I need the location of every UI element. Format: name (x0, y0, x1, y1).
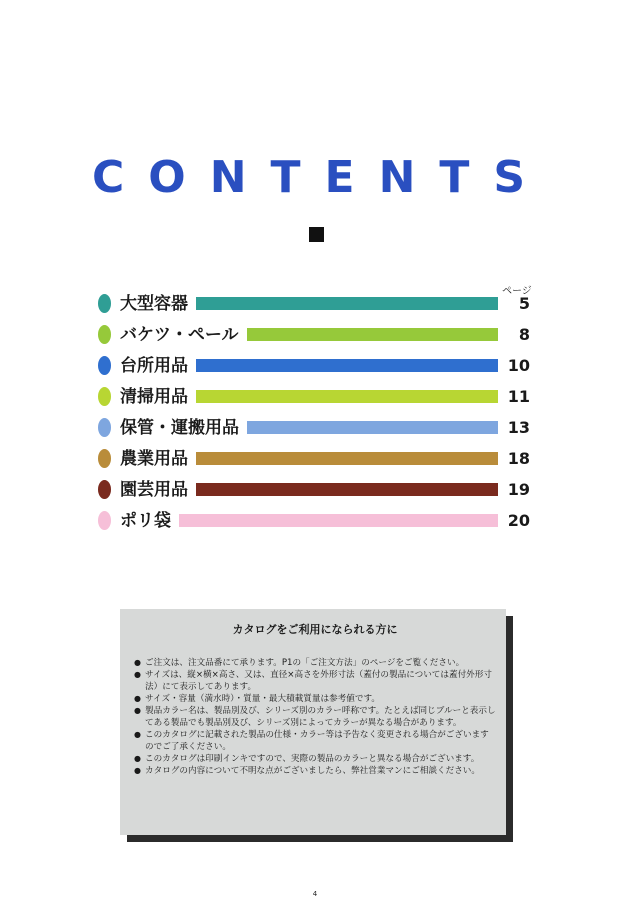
square-marker (309, 227, 324, 242)
toc-color-bar (196, 390, 498, 403)
toc-page-number: 10 (507, 356, 530, 375)
toc-page-number: 8 (518, 325, 530, 344)
color-dot-icon (98, 294, 111, 313)
notice-item (134, 729, 496, 753)
notice-item-text: ご注文は、注文品番にて承ります。P1の「ご注文方法」のページをご覧ください。 (145, 658, 465, 668)
color-dot-icon (98, 356, 111, 375)
notice-item (134, 705, 496, 729)
notice-box (120, 609, 506, 835)
toc-page-number: 19 (507, 480, 530, 499)
toc-color-bar (196, 452, 498, 465)
toc-row[interactable] (98, 292, 538, 316)
color-dot-icon (98, 449, 111, 468)
toc-row[interactable] (98, 509, 538, 533)
toc-label: 大型容器 (120, 294, 188, 314)
bullet-icon: ● (134, 658, 141, 667)
toc-color-bar (247, 421, 498, 434)
color-dot-icon (98, 480, 111, 499)
bullet-icon: ● (134, 670, 141, 679)
notice-list (134, 657, 496, 777)
notice-item-text: 製品カラー名は、製品別及び、シリーズ別のカラー呼称です。たとえば同じブルーと表示してある製品でも製品別及び、シリーズ別によってカラーが異なる場合があります。 (145, 706, 496, 728)
toc-page-number: 20 (507, 511, 530, 530)
toc-label: 保管・運搬用品 (120, 418, 239, 438)
page-title: CONTENTS (92, 152, 550, 203)
notice-item-text: サイズ・容量（満水時）・質量・最大積載質量は参考値です。 (145, 694, 380, 704)
toc-label: ポリ袋 (120, 511, 171, 531)
toc-row[interactable] (98, 416, 538, 440)
notice-item-text: サイズは、縦×横×高さ、又は、直径×高さを外形寸法（蓋付の製品については蓋付外形寸法）にて表示してあります。 (145, 670, 492, 692)
toc-row[interactable] (98, 478, 538, 502)
toc-label: バケツ・ペール (120, 325, 239, 345)
notice-item (134, 693, 496, 705)
color-dot-icon (98, 387, 111, 406)
notice-item-text: カタログの内容について不明な点がございましたら、弊社営業マンにご相談ください。 (145, 766, 480, 776)
notice-item (134, 657, 496, 669)
toc-row[interactable] (98, 385, 538, 409)
toc-color-bar (196, 483, 498, 496)
notice-item (134, 669, 496, 693)
notice-item-text: このカタログは印刷インキですので、実際の製品のカラーと異なる場合がございます。 (145, 754, 480, 764)
toc-color-bar (247, 328, 498, 341)
toc-page-number: 5 (518, 294, 530, 313)
bullet-icon: ● (134, 694, 141, 703)
bullet-icon: ● (134, 766, 141, 775)
bullet-icon: ● (134, 730, 141, 739)
notice-item-text: このカタログに記載された製品の仕様・カラー等は予告なく変更される場合がございますのでご了承ください。 (145, 730, 489, 752)
toc-row[interactable] (98, 354, 538, 378)
toc-page-number: 11 (507, 387, 530, 406)
color-dot-icon (98, 511, 111, 530)
toc-color-bar (179, 514, 498, 527)
page-number: 4 (312, 890, 318, 898)
toc-label: 清掃用品 (120, 387, 188, 407)
notice-item (134, 765, 496, 777)
toc-page-number: 18 (507, 449, 530, 468)
toc-color-bar (196, 297, 498, 310)
notice-item (134, 753, 496, 765)
toc-color-bar (196, 359, 498, 372)
toc-label: 園芸用品 (120, 480, 188, 500)
toc-row[interactable] (98, 323, 538, 347)
bullet-icon: ● (134, 706, 141, 715)
toc-label: 農業用品 (120, 449, 188, 469)
color-dot-icon (98, 325, 111, 344)
notice-title: カタログをご利用になられる方に (232, 623, 398, 636)
toc-page-number: 13 (507, 418, 530, 437)
toc-label: 台所用品 (120, 356, 188, 376)
bullet-icon: ● (134, 754, 141, 763)
page-column-label: ページ (502, 286, 532, 297)
toc-row[interactable] (98, 447, 538, 471)
color-dot-icon (98, 418, 111, 437)
